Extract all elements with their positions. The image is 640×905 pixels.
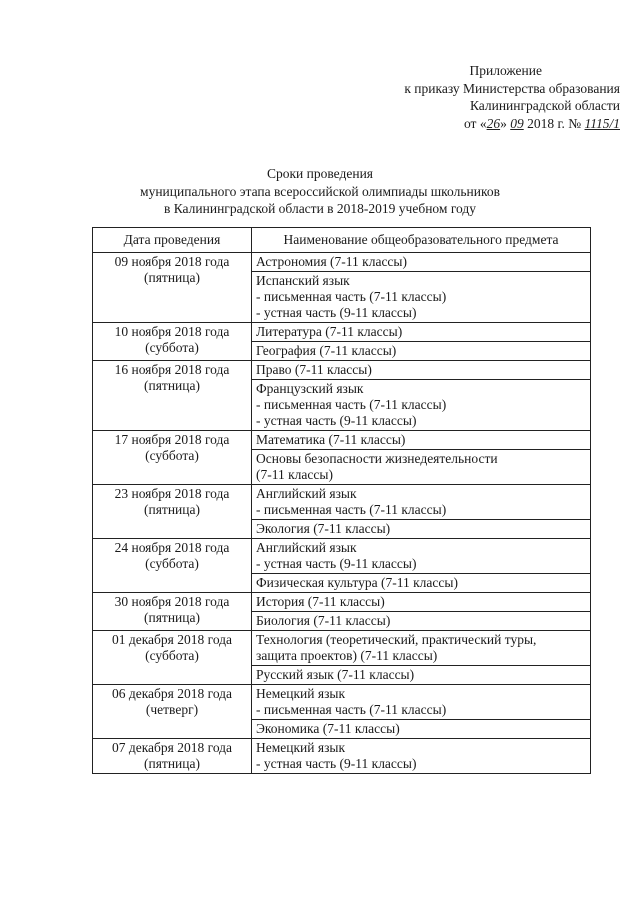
subject-cell: [252, 361, 591, 380]
subject-name: Экология (7-11 классы): [256, 521, 391, 536]
subject-name: Биология (7-11 классы): [256, 613, 391, 628]
event-date: 24 ноября 2018 года: [114, 540, 230, 555]
order-year: 2018 г. №: [523, 115, 585, 131]
subject-cell: [252, 612, 591, 631]
subject-name: Технология (теоретический, практический туры,: [256, 632, 537, 647]
weekday: (суббота): [145, 556, 199, 571]
subject-cell: [252, 720, 591, 739]
title-line-3: в Калининградской области в 2018-2019 учебном году: [163, 201, 477, 216]
subject-name: Математика (7-11 классы): [256, 432, 406, 447]
subject-cell: [252, 272, 591, 323]
subject-name: Право (7-11 классы): [256, 362, 372, 377]
order-number: 1115/1: [584, 115, 620, 131]
table-header-row: [93, 228, 591, 253]
subject-cell: [252, 323, 591, 342]
date-cell: [93, 485, 252, 539]
region-name: Калининградской области: [469, 98, 620, 113]
date-cell: [93, 431, 252, 485]
table-row: [93, 361, 591, 380]
event-date: 30 ноября 2018 года: [114, 594, 230, 609]
order-month: 09: [510, 115, 524, 131]
table-row: [93, 739, 591, 774]
date-cell: [93, 685, 252, 739]
table-body: [93, 253, 591, 774]
weekday: (пятница): [144, 502, 200, 517]
order-reference: к приказу Министерства образования: [404, 80, 620, 96]
event-date: 07 декабря 2018 года: [111, 740, 233, 755]
subject-cell: [252, 631, 591, 666]
subject-cell: [252, 520, 591, 539]
subject-name: География (7-11 классы): [256, 343, 397, 358]
weekday: (суббота): [145, 448, 199, 463]
weekday: (пятница): [144, 270, 200, 285]
subject-detail: - устная часть (9-11 классы): [256, 305, 417, 320]
subject-name: Английский язык: [256, 486, 357, 501]
event-date: 16 ноября 2018 года: [114, 362, 230, 377]
subject-name: Основы безопасности жизнедеятельности: [256, 451, 498, 466]
subject-detail: - письменная часть (7-11 классы): [256, 289, 447, 304]
weekday: (пятница): [144, 756, 200, 771]
document-title: [80, 165, 560, 218]
subject-name: История (7-11 классы): [256, 594, 385, 609]
date-cell: [93, 593, 252, 631]
event-date: 09 ноября 2018 года: [114, 254, 230, 269]
appendix-label: Приложение: [469, 63, 542, 78]
event-date: 01 декабря 2018 года: [111, 632, 233, 647]
subject-cell: [252, 253, 591, 272]
order-separator: »: [500, 115, 511, 131]
table-row: [93, 253, 591, 272]
event-date: 10 ноября 2018 года: [114, 324, 230, 339]
date-cell: [93, 323, 252, 361]
weekday: (четверг): [145, 702, 199, 717]
subject-name: Испанский язык: [256, 273, 350, 288]
column-header-subject: Наименование общеобразовательного предмета: [252, 228, 591, 253]
order-prefix: от «: [463, 115, 487, 131]
title-line-2: муниципального этапа всероссийской олимпиады школьников: [140, 183, 500, 199]
table-row: [93, 323, 591, 342]
weekday: (пятница): [144, 378, 200, 393]
subject-detail: - письменная часть (7-11 классы): [256, 702, 447, 717]
subject-name: Экономика (7-11 классы): [256, 721, 400, 736]
order-date-line: [330, 115, 620, 133]
weekday: (суббота): [145, 340, 199, 355]
subject-name: Английский язык: [256, 540, 357, 555]
order-day: 26: [486, 115, 501, 131]
column-header-date: Дата проведения: [93, 228, 252, 253]
table-row: [93, 631, 591, 666]
subject-cell: [252, 431, 591, 450]
subject-cell: [252, 342, 591, 361]
subject-name: Немецкий язык: [256, 740, 346, 755]
date-cell: [93, 739, 252, 774]
schedule-table: [92, 227, 591, 774]
event-date: 23 ноября 2018 года: [114, 486, 230, 501]
subject-cell: [252, 593, 591, 612]
subject-detail: - письменная часть (7-11 классы): [256, 502, 447, 517]
date-cell: [93, 539, 252, 593]
subject-name: Французский язык: [256, 381, 364, 396]
event-date: 17 ноября 2018 года: [114, 432, 230, 447]
subject-detail: - устная часть (9-11 классы): [256, 756, 417, 771]
event-date: 06 декабря 2018 года: [111, 686, 233, 701]
subject-detail: (7-11 классы): [256, 467, 333, 482]
subject-detail: защита проектов) (7-11 классы): [256, 648, 438, 663]
subject-detail: - устная часть (9-11 классы): [256, 413, 417, 428]
date-cell: [93, 361, 252, 431]
subject-cell: [252, 539, 591, 574]
table-row: [93, 685, 591, 720]
subject-cell: [252, 450, 591, 485]
weekday: (пятница): [144, 610, 200, 625]
title-line-1: Сроки проведения: [266, 166, 374, 181]
subject-name: Астрономия (7-11 классы): [256, 254, 407, 269]
subject-name: Литература (7-11 классы): [256, 324, 403, 339]
appendix-header: [330, 62, 620, 132]
table-row: [93, 539, 591, 574]
subject-cell: [252, 485, 591, 520]
subject-cell: [252, 685, 591, 720]
subject-name: Физическая культура (7-11 классы): [256, 575, 458, 590]
subject-name: Русский язык (7-11 классы): [256, 667, 415, 682]
weekday: (суббота): [145, 648, 199, 663]
table-row: [93, 485, 591, 520]
table-row: [93, 593, 591, 612]
date-cell: [93, 631, 252, 685]
subject-detail: - устная часть (9-11 классы): [256, 556, 417, 571]
subject-name: Немецкий язык: [256, 686, 346, 701]
subject-cell: [252, 739, 591, 774]
table-row: [93, 431, 591, 450]
date-cell: [93, 253, 252, 323]
subject-cell: [252, 574, 591, 593]
subject-cell: [252, 666, 591, 685]
subject-detail: - письменная часть (7-11 классы): [256, 397, 447, 412]
subject-cell: [252, 380, 591, 431]
